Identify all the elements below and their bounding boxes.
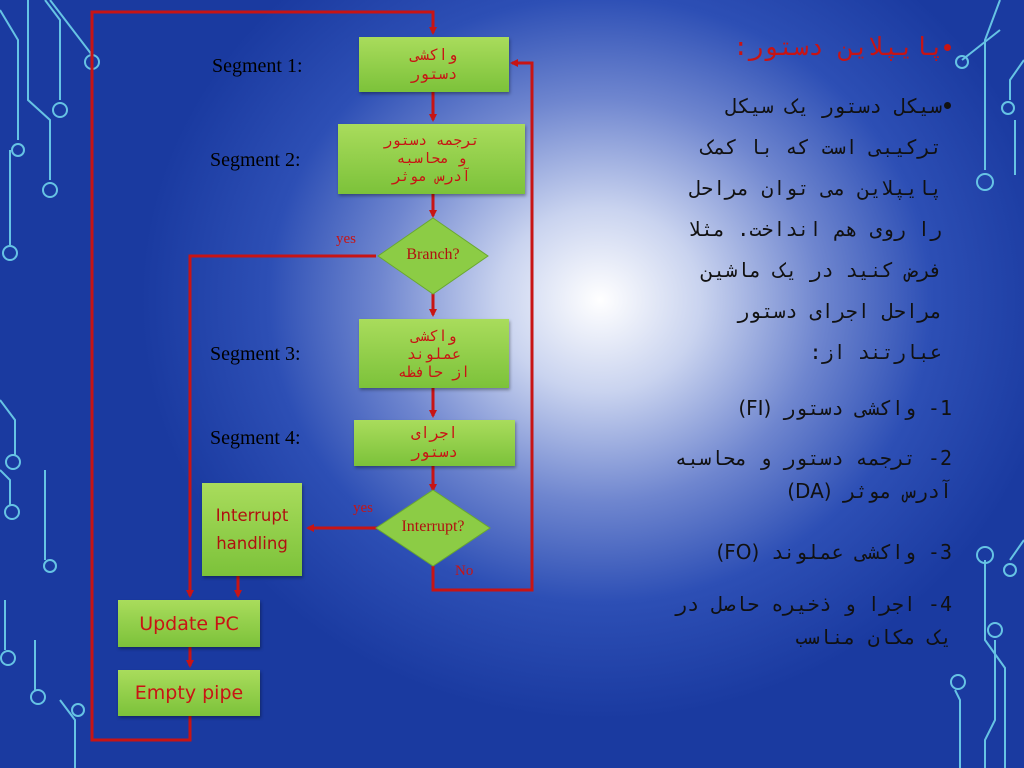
paragraph-line: سیکل دستور یک سیکل: [725, 94, 942, 118]
execute-instruction-box: اجرای دستور: [354, 420, 515, 466]
step-abbr: (DA): [787, 479, 832, 503]
segment-2-label: Segment 2:: [210, 149, 301, 171]
intro-paragraph: [552, 86, 942, 373]
paragraph-line: مراحل اجرای دستور: [737, 299, 942, 323]
paragraph-line: فرض کنید در یک ماشین: [701, 258, 942, 282]
fetch-instruction-box: واکشی دستور: [359, 37, 509, 92]
step-number: 2-: [927, 446, 952, 470]
step-text-line2: آدرس موثر: [843, 479, 952, 503]
slide-title: پایپلاین دستور:: [733, 32, 944, 61]
step-abbr: (FO): [716, 540, 760, 564]
segment-1-label: Segment 1:: [212, 55, 303, 77]
step-2: [557, 442, 952, 508]
step-number: 3-: [927, 540, 952, 564]
decode-instruction-box: ترجمه دستور و محاسبه آدرس موثر: [338, 124, 525, 194]
step-text: ترجمه دستور و محاسبه: [675, 446, 916, 470]
branch-yes-label: yes: [336, 231, 356, 247]
step-4: [557, 588, 952, 654]
step-3: [557, 536, 952, 569]
step-1: [557, 392, 952, 425]
branch-decision-label: Branch?: [406, 246, 460, 263]
paragraph-line: عبارتند از:: [809, 340, 942, 364]
interrupt-handling-box: Interrupt handling: [202, 483, 302, 576]
step-text: واکشی دستور: [783, 396, 916, 420]
fetch-operand-box: واکشی عملوند از حافظه: [359, 319, 509, 388]
title-bullet-icon: [944, 44, 951, 51]
interrupt-decision-label: Interrupt?: [401, 518, 465, 535]
interrupt-yes-label: yes: [353, 500, 373, 516]
empty-pipe-box: Empty pipe: [118, 670, 260, 716]
update-pc-box: Update PC: [118, 600, 260, 647]
step-text-line2: یک مکان مناسب: [795, 625, 952, 649]
step-number: 1-: [927, 396, 952, 420]
paragraph-line: پایپلاین می توان مراحل: [689, 176, 942, 200]
step-abbr: (FI): [738, 396, 772, 420]
interrupt-no-label: No: [455, 563, 474, 579]
paragraph-line: را روی هم انداخت. مثلا: [689, 217, 942, 241]
step-number: 4-: [927, 592, 952, 616]
segment-3-label: Segment 3:: [210, 343, 301, 365]
segment-4-label: Segment 4:: [210, 427, 301, 449]
paragraph-bullet-icon: [944, 102, 951, 109]
step-text: اجرا و ذخیره حاصل در: [675, 592, 916, 616]
step-text: واکشی عملوند: [771, 540, 916, 564]
paragraph-line: ترکیبی است که با کمک: [701, 135, 942, 159]
